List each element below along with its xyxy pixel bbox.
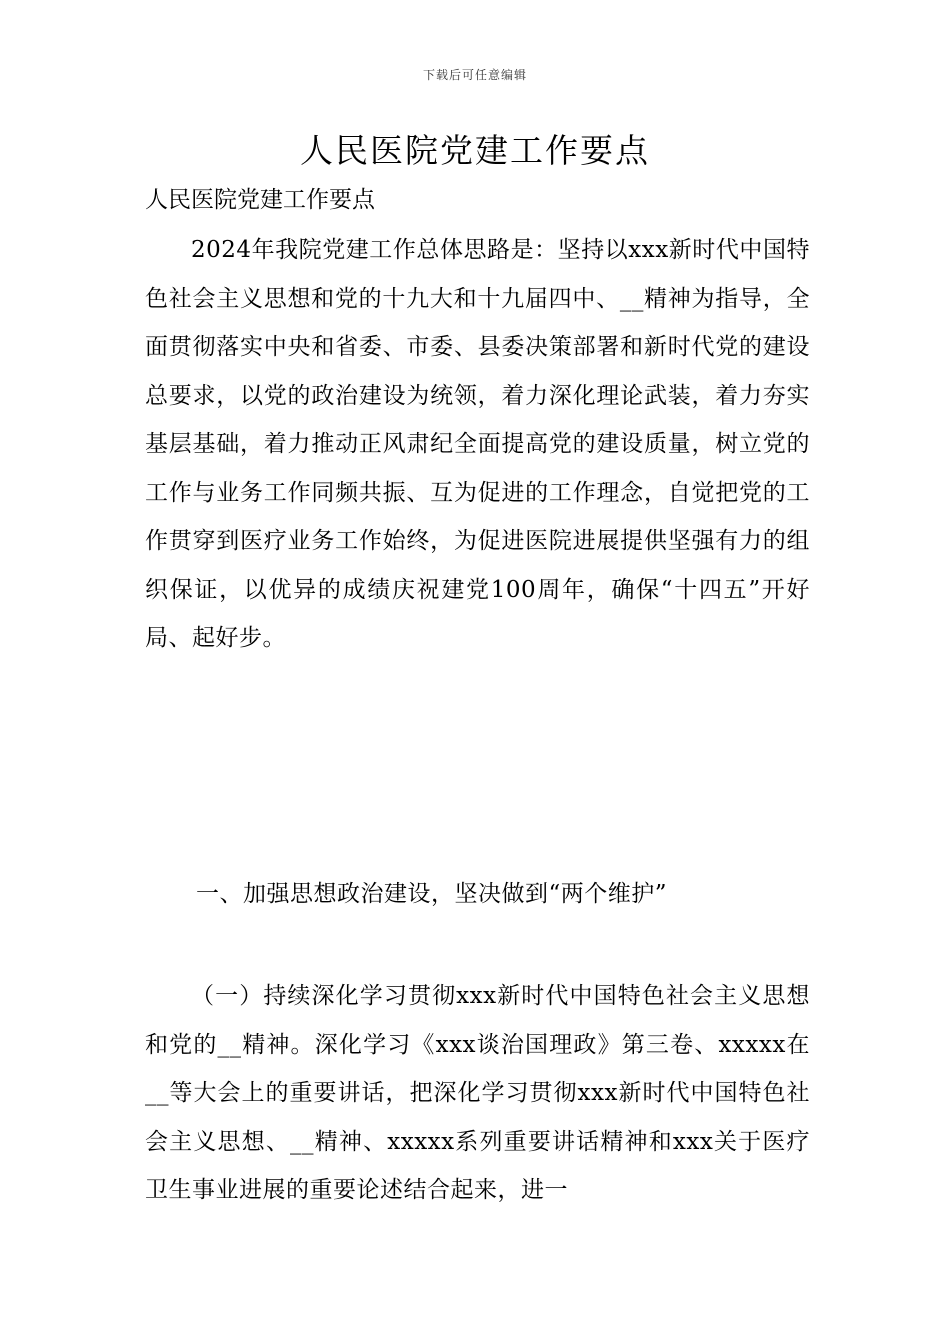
page-header-note: 下载后可任意编辑 [422,68,527,82]
intro-paragraph: 2024年我院党建工作总体思路是：坚持以xxx新时代中国特色社会主义思想和党的十九大和十九届四中、__精神为指导，全面贯彻落实中央和省委、市委、县委决策部署和新时代党的建设总要求，以党的政治建设为统领，着力深化理论武装，着力夯实基层基础，着力推动正风肃纪全面提高党的建设质量，树立党的工作与业务工作同频共振、互为促进的工作理念，自觉把党的工作贯穿到医疗业务工作始终，为促进医院进展提供坚强有力的组织保证，以优异的成绩庆祝建党100周年，确保“十四五”开好局、起好步。 [145,237,810,651]
document-title: 人民医院党建工作要点 [300,131,650,170]
document-subtitle: 人民医院党建工作要点 [145,187,375,213]
subsection-paragraph-1: （一）持续深化学习贯彻xxx新时代中国特色社会主义思想和党的__精神。深化学习《xxx谈治国理政》第三卷、xxxxx在__等大会上的重要讲话，把深化学习贯彻xxx新时代中国特色社会主义思想、__精神、xxxxx系列重要讲话精神和xxx关于医疗卫生事业进展的重要论述结合起来，进一 [145,983,810,1203]
section-heading-1: 一、加强思想政治建设，坚决做到“两个维护” [196,881,668,907]
